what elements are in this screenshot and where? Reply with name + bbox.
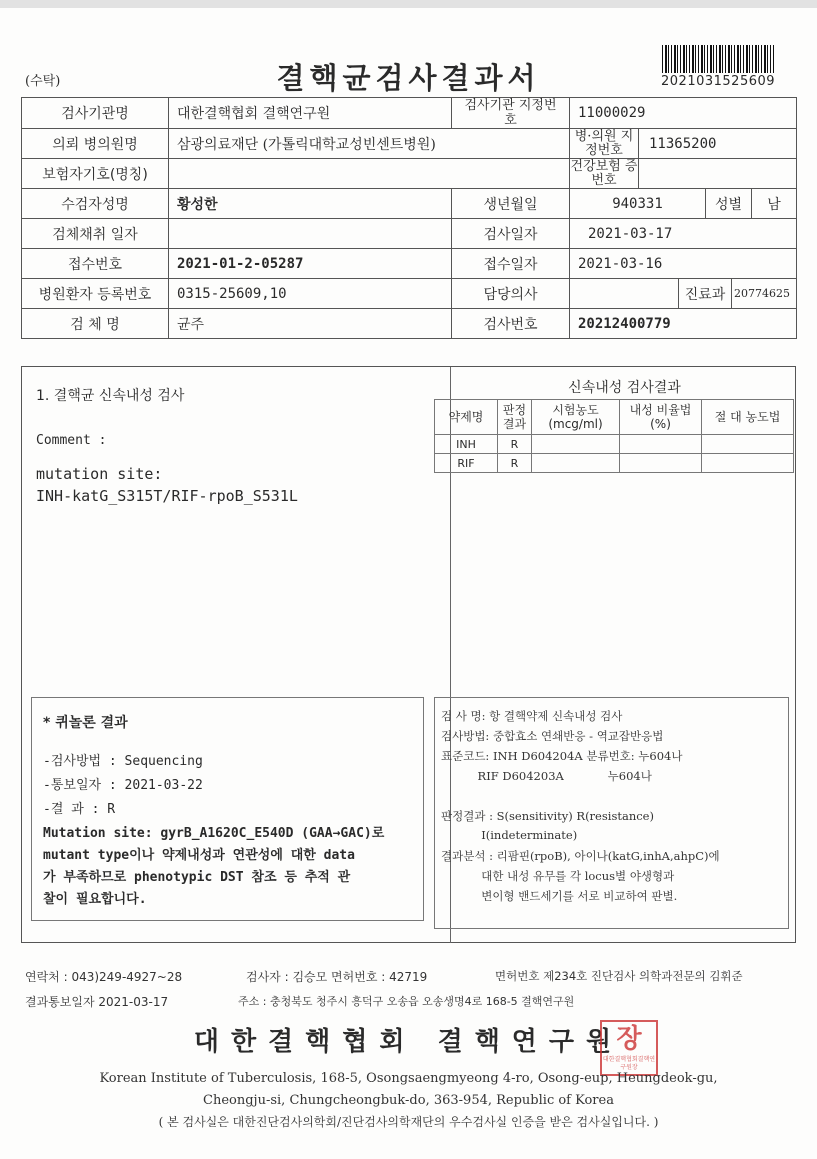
table-row xyxy=(435,454,794,473)
patient-value: 황성한 xyxy=(169,189,452,219)
institution-value: 대한결핵협회 결핵연구원 xyxy=(169,98,452,129)
specimen-value: 균주 xyxy=(169,309,452,339)
insured-label: 보험자기호(명칭) xyxy=(22,159,169,189)
col-header: 내성 비율법(%) xyxy=(620,400,702,435)
quinolone-note-line: 가 부족하므로 phenotypic DST 참조 등 추적 관 xyxy=(43,870,351,885)
table-header-row xyxy=(435,400,794,435)
patient-info-table xyxy=(21,97,797,339)
mutation-site-value: INH-katG_S315T/RIF-rpoB_S531L xyxy=(36,487,298,505)
english-address-line: Cheongju-si, Chungcheongbuk-do, 363-954, Republic of Korea xyxy=(203,1093,614,1108)
quinolone-note-line: 찰이 필요합니다. xyxy=(43,892,147,907)
rapid-resistance-title: 신속내성 검사결과 xyxy=(568,380,681,396)
drug-name: INH xyxy=(435,435,498,454)
patient-label: 수검자성명 xyxy=(22,189,169,219)
hospital-code-cell xyxy=(570,129,797,159)
table-row xyxy=(435,435,794,454)
test-date-label: 검사일자 xyxy=(452,219,570,249)
drug-conc xyxy=(532,435,620,454)
hospital-label: 의뢰 병의원명 xyxy=(22,129,169,159)
table-row xyxy=(22,98,797,129)
collection-date-label: 검체채취 일자 xyxy=(22,219,169,249)
drug-conc xyxy=(532,454,620,473)
hospital-value: 삼광의료재단 (가톨릭대학교성빈센트병원) xyxy=(169,129,570,159)
reg-no-value: 0315-25609,10 xyxy=(169,279,452,309)
results-section xyxy=(21,366,796,943)
insurance-card-cell xyxy=(570,159,797,189)
insured-value xyxy=(169,159,570,189)
method-line: 대한 내성 유무를 각 locus별 야생형과 xyxy=(441,869,675,883)
test-date-value: 2021-03-17 xyxy=(570,219,797,249)
report-date: 결과통보일자 2021-03-17 xyxy=(25,995,169,1009)
quinolone-note-line: mutant type이나 약제내성과 연관성에 대한 data xyxy=(43,848,355,863)
quinolone-title: * 퀴놀론 결과 xyxy=(43,715,128,731)
hospital-code-value: 11365200 xyxy=(649,135,717,152)
section-heading: 1. 결핵균 신속내성 검사 xyxy=(36,388,185,404)
institution-code-value: 11000029 xyxy=(570,98,797,129)
receipt-date-value: 2021-03-16 xyxy=(570,249,797,279)
drug-absolute xyxy=(702,435,794,454)
institute-name: 대한결핵협회 결핵연구원 xyxy=(193,1027,624,1057)
method-line: 결과분석 : 리팜핀(rpoB), 아이나(katG,inhA,ahpC)에 xyxy=(441,849,720,863)
top-strip xyxy=(0,0,817,8)
col-header: 판정 결과 xyxy=(498,400,532,435)
comment-label: Comment : xyxy=(36,433,107,448)
dept-label: 진료과 xyxy=(684,286,726,303)
doctor-dept-cell xyxy=(570,279,797,309)
doctor-value xyxy=(570,279,679,308)
institution-label: 검사기관명 xyxy=(22,98,169,129)
hospital-code-label: 병·의원 지정번호 xyxy=(570,129,639,158)
specialist-info: 면허번호 제234호 진단검사 의학과전문의 김휘준 xyxy=(495,969,743,983)
receipt-no-value: 2021-01-2-05287 xyxy=(169,249,452,279)
quinolone-note-line: Mutation site: gyrB_A1620C_E540D (GAA→GAC)로 xyxy=(43,826,385,841)
barcode-number: 2021031525609 xyxy=(661,74,776,89)
table-row xyxy=(22,249,797,279)
method-line: RIF D604203A 누604나 xyxy=(441,769,652,783)
table-row xyxy=(22,159,797,189)
receipt-type: (수탁) xyxy=(25,74,61,89)
seal-char: 장 xyxy=(616,1024,642,1054)
method-line: 판정결과 : S(sensitivity) R(resistance) xyxy=(441,809,654,823)
method-line: 검 사 명: 항 결핵약제 신속내성 검사 xyxy=(441,709,623,723)
method-box xyxy=(434,697,789,929)
resistance-table xyxy=(434,399,794,473)
test-no-value: 20212400779 xyxy=(570,309,797,339)
dob-value: 940331 xyxy=(570,189,706,219)
drug-name: RIF xyxy=(435,454,498,473)
seal-text: 대한결핵협회결핵연구원장 xyxy=(602,1056,656,1071)
collection-date-value xyxy=(169,219,452,249)
col-header: 약제명 xyxy=(435,400,498,435)
quinolone-result: -결 과 : R xyxy=(43,802,116,817)
table-row xyxy=(22,309,797,339)
dob-label: 생년월일 xyxy=(452,189,570,219)
table-row xyxy=(22,129,797,159)
doctor-label: 담당의사 xyxy=(452,279,570,309)
document-title: 결핵균검사결과서 xyxy=(276,61,541,95)
col-header: 시험농도 (mcg/ml) xyxy=(532,400,620,435)
institution-code-label: 검사기관 지정번호 xyxy=(452,98,570,129)
method-line: 검사방법: 중합효소 연쇄반응 - 역교잡반응법 xyxy=(441,729,664,743)
sex-label: 성별 xyxy=(706,189,752,219)
address: 주소 : 충청북도 청주시 흥덕구 오송읍 오송생명4로 168-5 결핵연구원 xyxy=(238,995,575,1008)
quinolone-box xyxy=(31,697,424,921)
table-row xyxy=(22,189,797,219)
sex-value: 남 xyxy=(752,189,797,219)
drug-ratio xyxy=(620,435,702,454)
reg-no-label: 병원환자 등록번호 xyxy=(22,279,169,309)
barcode xyxy=(662,45,774,73)
contact-info: 연락처 : 043)249-4927~28 xyxy=(25,970,183,984)
english-address-line: Korean Institute of Tuberculosis, 168-5, Osongsaengmyeong 4-ro, Osong-eup, Heungdeok-gu, xyxy=(99,1071,718,1086)
table-row xyxy=(22,219,797,249)
receipt-date-label: 접수일자 xyxy=(452,249,570,279)
table-row xyxy=(22,279,797,309)
method-line: 표준코드: INH D604204A 분류번호: 누604나 xyxy=(441,749,683,763)
examiner-info: 검사자 : 김승모 면허번호 : 42719 xyxy=(246,970,428,984)
drug-result: R xyxy=(498,435,532,454)
mutation-site-label: mutation site: xyxy=(36,465,163,483)
drug-absolute xyxy=(702,454,794,473)
test-no-label: 검사번호 xyxy=(452,309,570,339)
official-seal xyxy=(600,1020,658,1076)
receipt-no-label: 접수번호 xyxy=(22,249,169,279)
quinolone-method: -검사방법 : Sequencing xyxy=(43,754,203,769)
report-page xyxy=(0,8,817,1159)
drug-result: R xyxy=(498,454,532,473)
certification-note: ( 본 검사실은 대한진단검사의학회/진단검사의학재단의 우수검사실 인증을 받은 검사실입니다. ) xyxy=(158,1115,659,1129)
method-line: I(indeterminate) xyxy=(441,828,578,842)
drug-ratio xyxy=(620,454,702,473)
quinolone-report-date: -통보일자 : 2021-03-22 xyxy=(43,778,203,793)
insurance-card-label: 건강보험 증번호 xyxy=(570,158,638,188)
specimen-label: 검 체 명 xyxy=(22,309,169,339)
dept-value: 20774625 xyxy=(731,279,796,308)
method-line: 변이형 밴드세기를 서로 비교하여 판별. xyxy=(441,889,678,903)
col-header: 절 대 농도법 xyxy=(702,400,794,435)
